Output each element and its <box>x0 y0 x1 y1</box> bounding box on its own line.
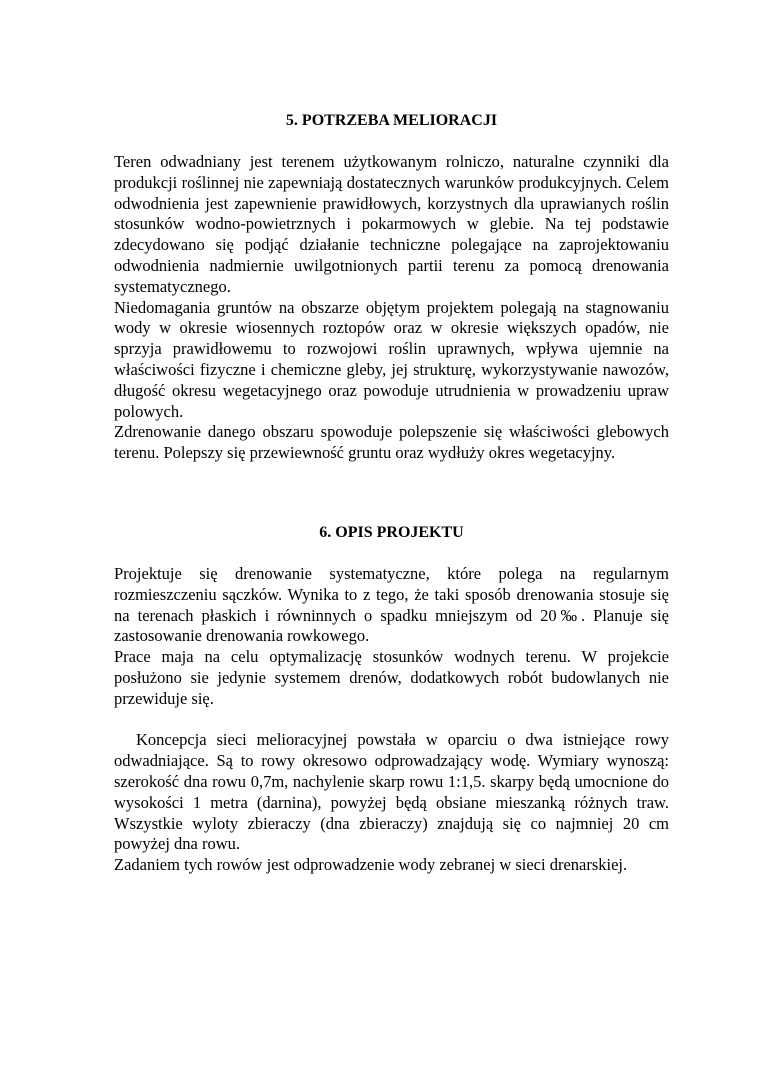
paragraph-zadaniem-rowow: Zadaniem tych rowów jest odprowadzenie wody zebranej w sieci drenarskiej. <box>114 855 628 875</box>
section-body-potrzeba-melioracji <box>114 152 669 464</box>
paragraph-prace-maja: Prace maja na celu optymalizację stosunków wodnych terenu. W projekcie posłużono sie jedynie systemem drenów, dodatkowych robót budowlanych nie przewiduje się. <box>114 647 669 708</box>
section-body-opis-projektu <box>114 564 669 876</box>
paragraph-projektuje-sie: Projektuje się drenowanie systematyczne, które polega na regularnym rozmieszczeniu sączków. Wynika to z tego, że taki sposób drenowania stosuje się na terenach płaskich i równinnych o spadku mniejszym od 20‰. Planuje się zastosowanie drenowania rowkowego. <box>114 564 669 646</box>
section-heading-potrzeba-melioracji: 5. POTRZEBA MELIORACJI <box>285 112 498 129</box>
paragraph-zdrenowanie: Zdrenowanie danego obszaru spowoduje polepszenie się właściwości glebowych terenu. Polepszy się przewiewność gruntu oraz wydłuży okres wegetacyjny. <box>114 422 669 463</box>
paragraph-niedomagania-gruntow: Niedomagania gruntów na obszarze objętym projektem polegają na stagnowaniu wody w okresie wiosennych roztopów oraz w okresie większych opadów, nie sprzyja prawidłowemu to rozwojowi roślin uprawnych, wpływa ujemnie na właściwości fizyczne i chemiczne gleby, jej strukturę, wykorzystywanie nawozów, długość okresu wegetacyjnego oraz powoduje utrudnienia w prowadzeniu upraw polowych. <box>114 297 669 421</box>
paragraph-koncepcja-sieci: Koncepcja sieci melioracyjnej powstała w oparciu o dwa istniejące rowy odwadniające. Są to rowy okresowo odprowadzający wodę. Wymiary wynoszą: szerokość dna rowu 0,7m, nachylenie skarp rowu 1:1,5. skarpy będą umocnione do wysokości 1 metra (darnina), powyżej będą obsiane mieszanką różnych traw. Wszystkie wyloty zbieraczy (dna zbieraczy) znajdują się co najmniej 20 cm powyżej dna rowu. <box>114 730 669 854</box>
paragraph-teren-odwadniany: Teren odwadniany jest terenem użytkowanym rolniczo, naturalne czynniki dla produkcji roślinnej nie zapewniają dostatecznych warunków produkcyjnych. Celem odwodnienia jest zapewnienie prawidłowych, korzystnych dla uprawianych roślin stosunków wodno-powietrznych i pokarmowych w glebie. Na tej podstawie zdecydowano się podjąć działanie techniczne polegające na zaprojektowaniu odwodnienia nadmiernie uwilgotnionych partii terenu za pomocą drenowania systematycznego. <box>114 152 669 296</box>
paragraph-spacer <box>114 710 669 731</box>
section-heading-opis-projektu: 6. OPIS PROJEKTU <box>319 524 464 541</box>
